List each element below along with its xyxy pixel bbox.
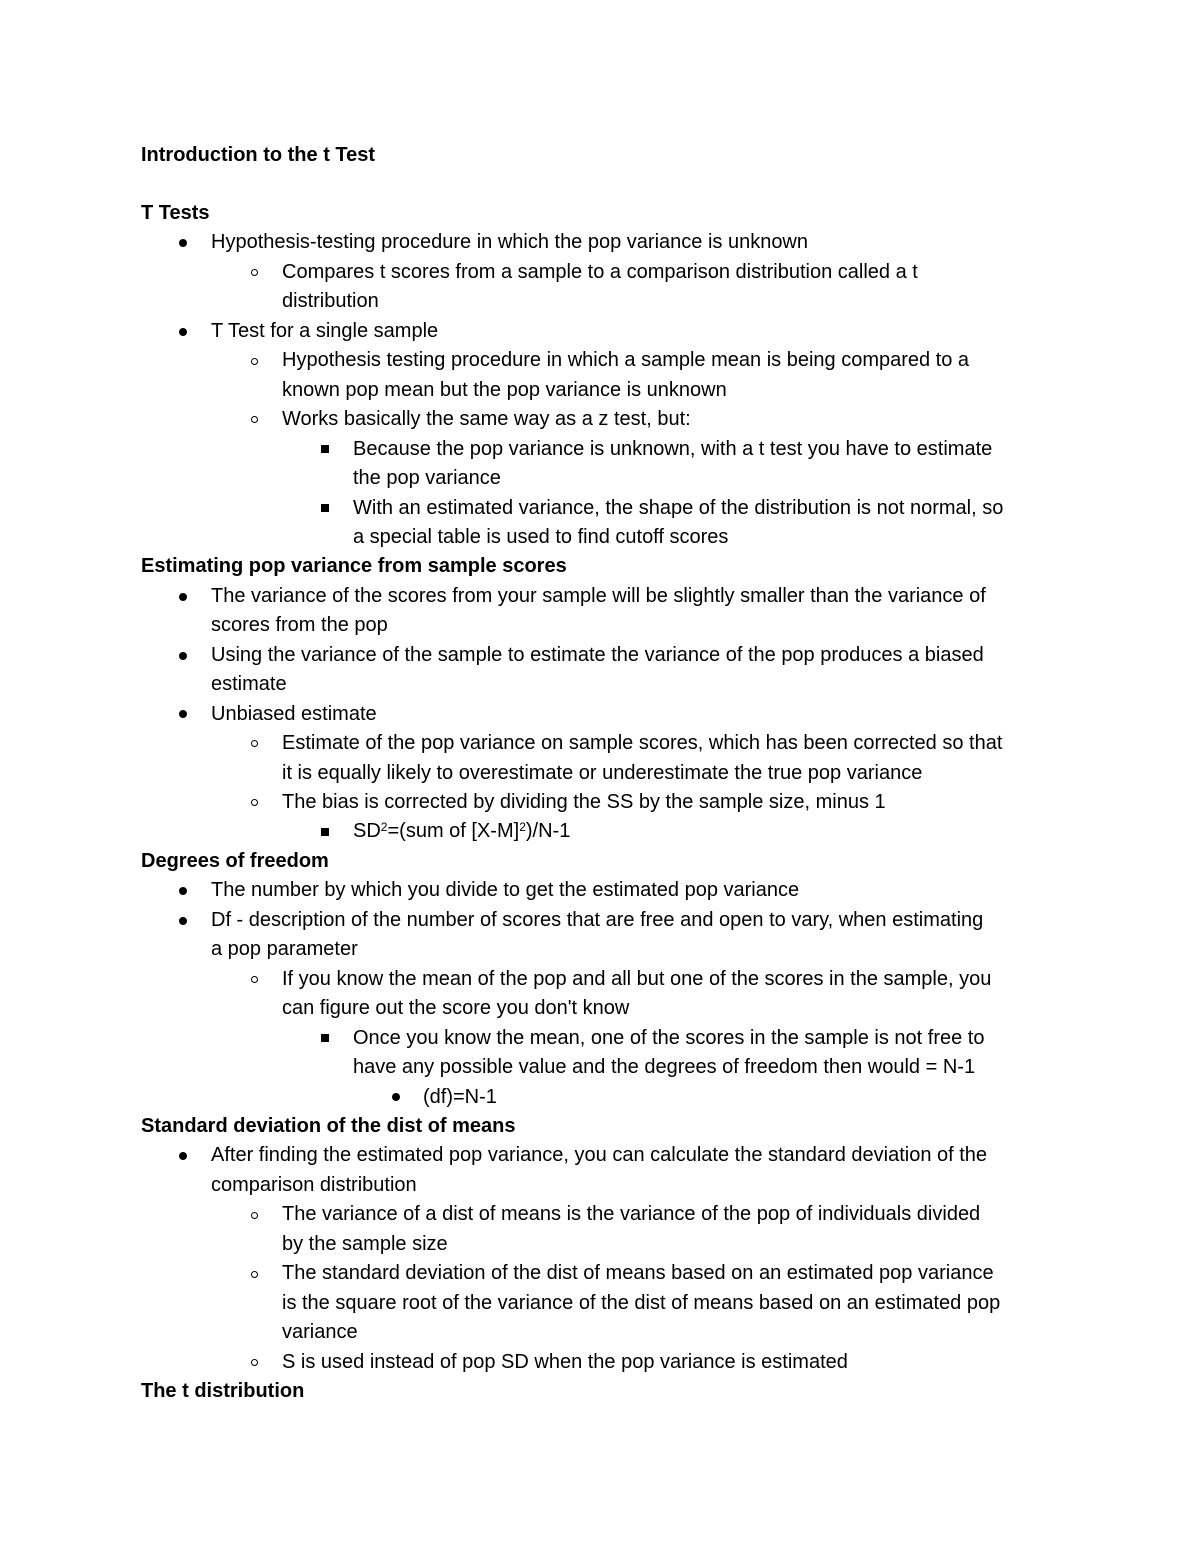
bullet-circle-icon <box>246 346 262 374</box>
list-item-text: With an estimated variance, the shape of the distribution is not normal, so <box>353 496 1004 519</box>
bullet-circle-icon <box>246 729 262 757</box>
list-item-text: a pop parameter <box>211 938 358 961</box>
bullet-square-icon <box>317 817 333 845</box>
list-item-text: The number by which you divide to get the estimated pop variance <box>211 879 800 902</box>
list-item-text: known pop mean but the pop variance is unknown <box>282 378 727 401</box>
list-item-text: comparison distribution <box>211 1173 417 1196</box>
bullet-dot-icon <box>175 582 191 610</box>
formula-exponent: 2 <box>380 820 388 835</box>
list-item-text: S is used instead of pop SD when the pop variance is estimated <box>282 1350 848 1373</box>
list-item-text: it is equally likely to overestimate or underestimate the true pop variance <box>282 761 923 784</box>
section-heading: Degrees of freedom <box>141 849 329 872</box>
bullet-circle-icon <box>246 1259 262 1287</box>
list-item-text: Hypothesis-testing procedure in which the pop variance is unknown <box>211 231 809 254</box>
list-item-text: scores from the pop <box>211 614 388 637</box>
bullet-circle-icon <box>246 965 262 993</box>
list-item-text: Hypothesis testing procedure in which a sample mean is being compared to a <box>282 349 970 372</box>
list-item-text: Compares t scores from a sample to a comparison distribution called a t <box>282 260 918 283</box>
bullet-circle-icon <box>246 1200 262 1228</box>
list-item-text: have any possible value and the degrees of freedom then would = N-1 <box>353 1056 976 1079</box>
section-heading: The t distribution <box>141 1380 305 1402</box>
list-item-text: variance <box>282 1321 358 1344</box>
list-item-text: distribution <box>282 290 379 313</box>
list-item-text: The standard deviation of the dist of means based on an estimated pop variance <box>282 1262 994 1285</box>
list-item-text: The variance of the scores from your sample will be slightly smaller than the variance of <box>211 584 986 607</box>
list-item-text: The bias is corrected by dividing the SS by the sample size, minus 1 <box>282 791 886 813</box>
formula-text: SD <box>353 820 381 843</box>
list-item-text: Works basically the same way as a z test, but: <box>282 408 691 431</box>
section-heading: Standard deviation of the dist of means <box>141 1114 516 1137</box>
bullet-circle-icon <box>246 788 262 816</box>
list-item-text: Because the pop variance is unknown, with a t test you have to estimate <box>353 437 993 460</box>
bullet-square-icon <box>317 1024 333 1052</box>
bullet-dot-icon <box>175 641 191 669</box>
bullet-circle-icon <box>246 258 262 286</box>
section-heading: Estimating pop variance from sample scores <box>141 555 567 578</box>
bullet-dot-icon <box>388 1083 404 1111</box>
list-item-text: Estimate of the pop variance on sample scores, which has been corrected so that <box>282 732 1003 755</box>
bullet-dot-icon <box>175 906 191 934</box>
bullet-circle-icon <box>246 1348 262 1376</box>
list-item-text: Using the variance of the sample to estimate the variance of the pop produces a biased <box>211 643 984 666</box>
bullet-circle-icon <box>246 405 262 433</box>
list-item-text: (df)=N-1 <box>423 1085 497 1108</box>
list-item-text: estimate <box>211 673 287 696</box>
list-item-text: Once you know the mean, one of the scores in the sample is not free to <box>353 1026 985 1049</box>
variance-formula <box>353 817 570 845</box>
bullet-dot-icon <box>175 700 191 728</box>
list-item-text: the pop variance <box>353 467 501 490</box>
list-item-text: Df - description of the number of scores that are free and open to vary, when estimating <box>211 908 984 931</box>
list-item-text: If you know the mean of the pop and all but one of the scores in the sample, you <box>282 967 992 990</box>
section-heading: T Tests <box>141 202 210 224</box>
list-item-text: by the sample size <box>282 1232 448 1255</box>
formula-exponent: 2 <box>519 820 526 835</box>
bullet-square-icon <box>317 435 333 463</box>
list-item-text: The variance of a dist of means is the variance of the pop of individuals divided <box>282 1203 981 1226</box>
list-item-text: T Test for a single sample <box>211 319 439 342</box>
bullet-dot-icon <box>175 1141 191 1169</box>
bullet-square-icon <box>317 494 333 522</box>
document-title: Introduction to the t Test <box>141 144 376 166</box>
formula-text: =(sum of [X-M] <box>387 820 520 843</box>
list-item-text: a special table is used to find cutoff scores <box>353 525 729 548</box>
bullet-dot-icon <box>175 317 191 345</box>
list-item-text: Unbiased estimate <box>211 702 377 725</box>
bullet-dot-icon <box>175 876 191 904</box>
list-item-text: After finding the estimated pop variance, you can calculate the standard deviation of the <box>211 1144 988 1167</box>
list-item-text: can figure out the score you don't know <box>282 997 630 1020</box>
formula-text: )/N-1 <box>525 820 571 843</box>
list-item-text: is the square root of the variance of the dist of means based on an estimated pop <box>282 1291 1001 1314</box>
bullet-dot-icon <box>175 228 191 256</box>
